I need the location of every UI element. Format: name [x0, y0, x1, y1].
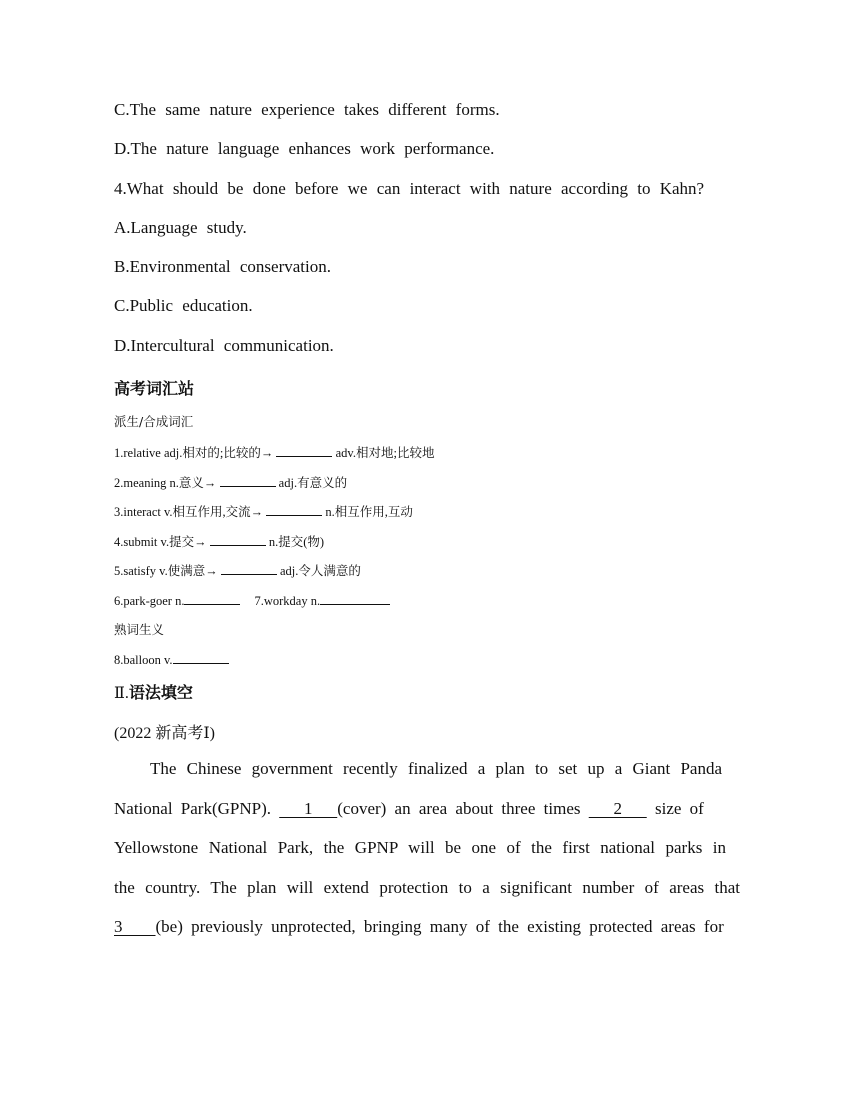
- answer-blank[interactable]: [220, 472, 276, 487]
- vocab-item-2: 2.meaning n.意义→ adj.有意义的: [114, 472, 347, 491]
- answer-blank[interactable]: [320, 590, 390, 605]
- vocab-item-8: 8.balloon v.: [114, 649, 229, 668]
- passage-line-3: Yellowstone National Park, the GPNP will be one of the first national parks in: [114, 838, 726, 857]
- grammar-source: (2022 新高考Ⅰ): [114, 725, 215, 742]
- option-3d: D.The nature language enhances work performance.: [114, 139, 495, 158]
- passage-line-5: 3 (be) previously unprotected, bringing many of the existing protected areas for: [114, 917, 724, 936]
- passage-line-2: National Park(GPNP). 1 (cover) an area about three times 2 size of: [114, 799, 704, 818]
- vocab-item-1: 1.relative adj.相对的;比较的→ adv.相对地;比较地: [114, 442, 434, 461]
- gap-1[interactable]: 1: [303, 799, 313, 818]
- passage-line-4: the country. The plan will extend protection to a significant number of areas that: [114, 878, 740, 897]
- gap-3[interactable]: 3: [114, 917, 123, 936]
- vocab-item-6-7: 6.park-goer n. 7.workday n.: [114, 590, 390, 609]
- vocab-item-3: 3.interact v.相互作用,交流→ n.相互作用,互动: [114, 501, 413, 520]
- option-4a: A.Language study.: [114, 218, 247, 237]
- vocab-heading: 高考词汇站: [114, 379, 195, 398]
- passage-line-1: The Chinese government recently finalized a plan to set up a Giant Panda: [150, 759, 722, 778]
- answer-blank[interactable]: [266, 501, 322, 516]
- answer-blank[interactable]: [210, 531, 266, 546]
- grammar-heading: Ⅱ.语法填空: [114, 683, 193, 702]
- answer-blank[interactable]: [173, 649, 229, 664]
- question-4-stem: 4.What should be done before we can interact with nature according to Kahn?: [114, 179, 705, 198]
- option-4c: C.Public education.: [114, 296, 253, 315]
- familiar-words-title: 熟词生义: [114, 622, 165, 637]
- gap-2[interactable]: 2: [613, 799, 622, 818]
- answer-blank[interactable]: [221, 560, 277, 575]
- vocab-item-4: 4.submit v.提交→ n.提交(物): [114, 531, 324, 550]
- answer-blank[interactable]: [184, 590, 240, 605]
- vocab-item-5: 5.satisfy v.使满意→ adj.令人满意的: [114, 560, 361, 579]
- option-4d: D.Intercultural communication.: [114, 336, 334, 355]
- option-3c: C.The same nature experience takes different forms.: [114, 100, 500, 119]
- answer-blank[interactable]: [276, 442, 332, 457]
- option-4b: B.Environmental conservation.: [114, 257, 331, 276]
- derived-words-title: 派生/合成词汇: [114, 414, 194, 429]
